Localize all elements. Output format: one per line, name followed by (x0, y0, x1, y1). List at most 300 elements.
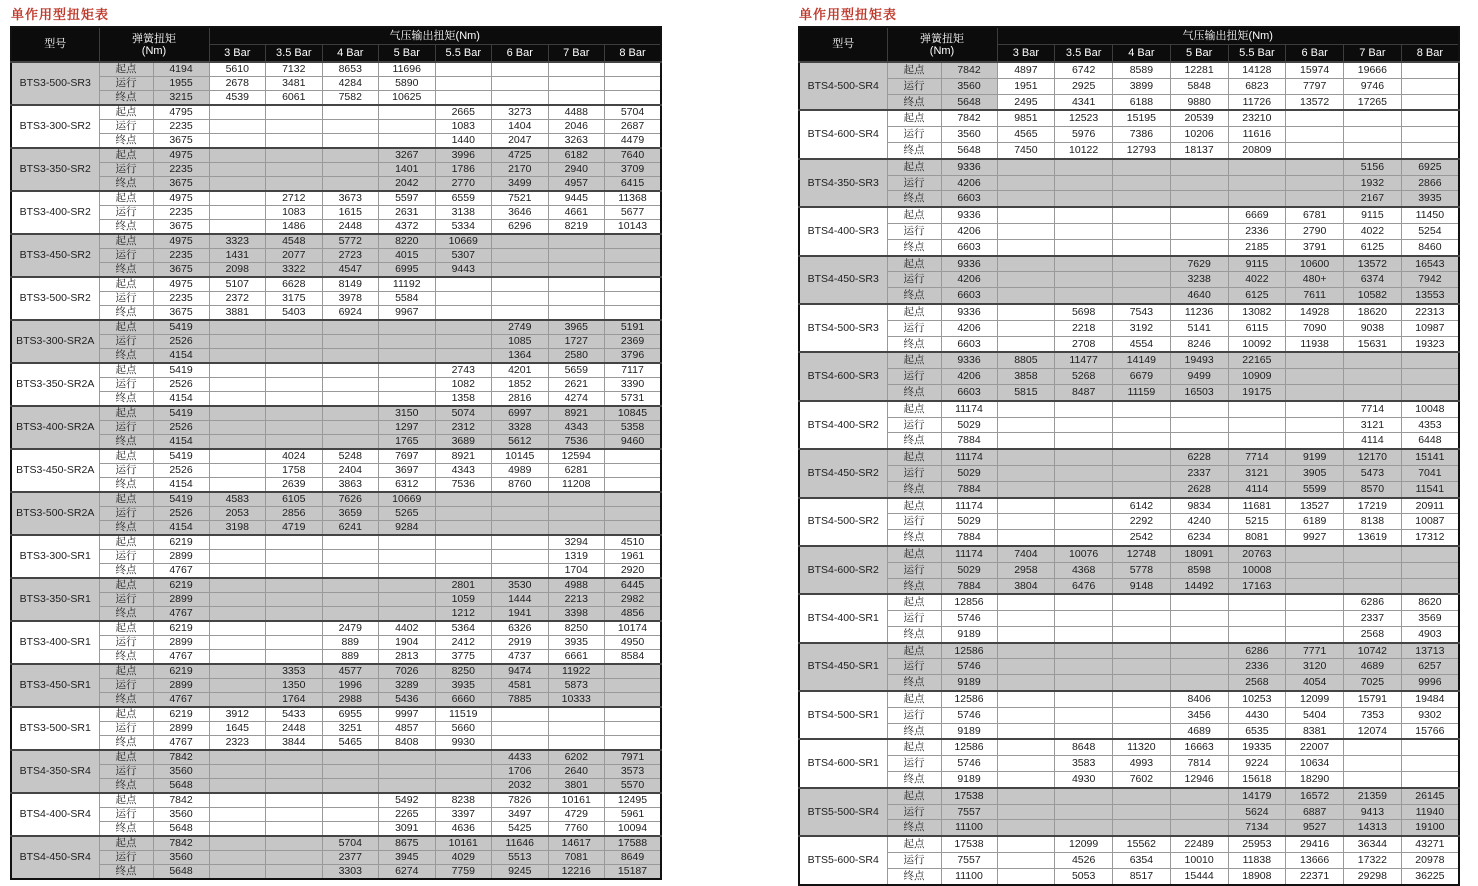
torque-value-cell (548, 91, 605, 106)
torque-value-cell: 15187 (605, 865, 662, 880)
spring-value-cell: 5029 (941, 562, 997, 578)
model-cell: BTS3-300-SR2 (11, 105, 99, 148)
table-row (11, 578, 661, 593)
torque-value-cell: 2218 (1055, 320, 1113, 336)
phase-label-cell: 终点 (99, 736, 153, 751)
torque-value-cell: 3844 (266, 736, 323, 751)
torque-value-cell (266, 363, 323, 378)
torque-value-cell: 19323 (1401, 336, 1459, 352)
torque-value-cell: 14179 (1228, 788, 1286, 804)
torque-value-cell: 2312 (435, 421, 492, 435)
torque-value-cell: 11519 (435, 707, 492, 722)
torque-value-cell: 16543 (1401, 256, 1459, 272)
phase-label-cell: 终点 (99, 220, 153, 235)
torque-value-cell: 10145 (492, 449, 549, 464)
spring-value-cell: 2235 (153, 292, 209, 306)
torque-value-cell (997, 320, 1055, 336)
spring-value-cell: 4767 (153, 736, 209, 751)
torque-value-cell: 6296 (492, 220, 549, 235)
torque-value-cell: 7404 (997, 546, 1055, 562)
torque-value-cell (1055, 626, 1113, 642)
phase-label-cell: 终点 (99, 263, 153, 278)
torque-value-cell (1055, 530, 1113, 546)
torque-value-cell (997, 868, 1055, 884)
torque-value-cell: 9851 (997, 110, 1055, 126)
torque-value-cell (1344, 352, 1402, 368)
torque-value-cell (379, 607, 436, 622)
torque-value-cell: 1082 (435, 378, 492, 392)
torque-value-cell (492, 306, 549, 321)
phase-label-cell: 运行 (887, 853, 941, 869)
torque-value-cell (379, 750, 436, 765)
table-row (799, 546, 1459, 562)
torque-value-cell: 7885 (492, 693, 549, 708)
torque-value-cell: 1645 (209, 722, 266, 736)
torque-value-cell (1344, 384, 1402, 400)
torque-value-cell: 10742 (1344, 643, 1402, 659)
phase-label-cell: 运行 (99, 378, 153, 392)
torque-value-cell: 8246 (1170, 336, 1228, 352)
torque-value-cell: 5215 (1228, 514, 1286, 530)
spring-value-cell: 6219 (153, 621, 209, 636)
torque-value-cell: 3303 (322, 865, 379, 880)
torque-value-cell (1055, 449, 1113, 465)
torque-value-cell: 12748 (1113, 546, 1171, 562)
torque-value-cell (1401, 772, 1459, 788)
phase-label-cell: 终点 (887, 239, 941, 255)
torque-value-cell: 3175 (266, 292, 323, 306)
torque-value-cell: 5704 (605, 105, 662, 120)
torque-value-cell: 7041 (1401, 465, 1459, 481)
torque-value-cell (1286, 142, 1344, 158)
model-cell: BTS3-350-SR2A (11, 363, 99, 406)
torque-value-cell: 9445 (548, 191, 605, 206)
torque-value-cell (322, 335, 379, 349)
torque-value-cell (492, 550, 549, 564)
torque-value-cell: 6887 (1286, 804, 1344, 820)
torque-value-cell: 5141 (1170, 320, 1228, 336)
table-row (11, 306, 661, 321)
spring-value-cell: 9189 (941, 675, 997, 691)
torque-value-cell (322, 378, 379, 392)
table-row (11, 679, 661, 693)
torque-value-cell: 2631 (379, 206, 436, 220)
spring-value-cell: 11100 (941, 868, 997, 884)
torque-value-cell: 2542 (1113, 530, 1171, 546)
torque-value-cell (1344, 110, 1402, 126)
model-cell: BTS4-600-SR2 (799, 546, 887, 594)
torque-value-cell: 4957 (548, 177, 605, 192)
torque-value-cell (1228, 191, 1286, 207)
torque-value-cell: 5961 (605, 808, 662, 822)
phase-label-cell: 起点 (99, 320, 153, 335)
model-cell: BTS4-400-SR4 (11, 793, 99, 836)
torque-value-cell (605, 707, 662, 722)
torque-value-cell: 6448 (1401, 433, 1459, 449)
model-cell: BTS3-350-SR2 (11, 148, 99, 191)
torque-value-cell: 4024 (266, 449, 323, 464)
table-row (11, 765, 661, 779)
spring-value-cell: 6603 (941, 288, 997, 304)
model-cell: BTS4-400-SR1 (799, 594, 887, 642)
torque-value-cell: 4368 (1055, 562, 1113, 578)
torque-value-cell (209, 793, 266, 808)
spring-value-cell: 4975 (153, 191, 209, 206)
torque-value-cell: 3150 (379, 406, 436, 421)
torque-value-cell: 3267 (379, 148, 436, 163)
torque-value-cell: 4729 (548, 808, 605, 822)
torque-value-cell: 5659 (548, 363, 605, 378)
torque-value-cell (1401, 62, 1459, 78)
torque-value-cell: 15631 (1344, 336, 1402, 352)
torque-value-cell: 4402 (379, 621, 436, 636)
model-cell: BTS3-400-SR1 (11, 621, 99, 664)
torque-value-cell: 8238 (435, 793, 492, 808)
torque-value-cell: 18620 (1344, 304, 1402, 320)
table-row (799, 352, 1459, 368)
model-cell: BTS4-350-SR3 (799, 159, 887, 207)
torque-value-cell: 2940 (548, 163, 605, 177)
torque-value-cell: 4539 (209, 91, 266, 106)
torque-value-cell: 6925 (1401, 159, 1459, 175)
torque-value-cell: 1440 (435, 134, 492, 149)
torque-value-cell: 10582 (1344, 288, 1402, 304)
torque-value-cell: 4577 (322, 664, 379, 679)
torque-value-cell: 4479 (605, 134, 662, 149)
torque-value-cell (435, 521, 492, 536)
torque-value-cell: 2687 (605, 120, 662, 134)
phase-label-cell: 起点 (887, 498, 941, 514)
spring-value-cell: 4194 (153, 62, 209, 77)
model-cell: BTS4-400-SR3 (799, 207, 887, 255)
torque-value-cell: 9927 (1286, 530, 1344, 546)
table-row (799, 288, 1459, 304)
torque-value-cell (492, 292, 549, 306)
phase-label-cell: 终点 (887, 433, 941, 449)
torque-value-cell (492, 535, 549, 550)
torque-value-cell (266, 134, 323, 149)
torque-value-cell: 9880 (1170, 94, 1228, 110)
torque-value-cell: 6286 (1228, 643, 1286, 659)
table-row (11, 464, 661, 478)
spring-value-cell: 5029 (941, 465, 997, 481)
torque-value-cell (209, 105, 266, 120)
torque-value-cell: 4284 (322, 77, 379, 91)
torque-value-cell (1055, 820, 1113, 836)
spring-value-cell: 5419 (153, 363, 209, 378)
torque-value-cell (1055, 433, 1113, 449)
torque-value-cell: 3273 (492, 105, 549, 120)
table-row (11, 836, 661, 851)
torque-value-cell: 1706 (492, 765, 549, 779)
torque-value-cell (322, 550, 379, 564)
torque-table-left (10, 26, 662, 880)
torque-value-cell: 9038 (1344, 320, 1402, 336)
phase-label-cell: 运行 (887, 78, 941, 94)
torque-value-cell: 4353 (1401, 417, 1459, 433)
torque-value-cell (435, 765, 492, 779)
torque-value-cell: 1941 (492, 607, 549, 622)
torque-value-cell (209, 163, 266, 177)
torque-value-cell (1055, 288, 1113, 304)
torque-value-cell: 3978 (322, 292, 379, 306)
torque-value-cell: 6061 (266, 91, 323, 106)
torque-value-cell: 10094 (605, 822, 662, 837)
phase-label-cell: 起点 (887, 449, 941, 465)
torque-value-cell (548, 234, 605, 249)
torque-value-cell (997, 449, 1055, 465)
table-row (799, 562, 1459, 578)
spring-value-cell: 2526 (153, 421, 209, 435)
torque-value-cell: 3801 (548, 779, 605, 794)
torque-value-cell (1170, 788, 1228, 804)
spring-value-cell: 5419 (153, 406, 209, 421)
torque-value-cell: 3905 (1286, 465, 1344, 481)
torque-value-cell (997, 707, 1055, 723)
model-cell: BTS4-500-SR2 (799, 498, 887, 546)
torque-value-cell: 7543 (1113, 304, 1171, 320)
torque-value-cell (1286, 611, 1344, 627)
torque-value-cell: 3263 (548, 134, 605, 149)
torque-value-cell: 2292 (1113, 514, 1171, 530)
torque-value-cell: 6445 (605, 578, 662, 593)
torque-value-cell: 2404 (322, 464, 379, 478)
torque-value-cell: 14492 (1170, 578, 1228, 594)
torque-value-cell: 3863 (322, 478, 379, 493)
phase-label-cell: 终点 (99, 306, 153, 321)
torque-value-cell (548, 249, 605, 263)
torque-value-cell: 3138 (435, 206, 492, 220)
torque-value-cell (997, 804, 1055, 820)
torque-value-cell: 3912 (209, 707, 266, 722)
spring-value-cell: 4206 (941, 223, 997, 239)
torque-value-cell: 5403 (266, 306, 323, 321)
phase-label-cell: 起点 (99, 492, 153, 507)
phase-label-cell: 运行 (99, 421, 153, 435)
torque-value-cell (435, 750, 492, 765)
torque-value-cell (997, 739, 1055, 755)
spring-value-cell: 3560 (941, 127, 997, 143)
torque-value-cell (1113, 465, 1171, 481)
torque-value-cell (605, 693, 662, 708)
bar-header-cell: 4 Bar (322, 45, 379, 63)
torque-value-cell (1286, 127, 1344, 143)
torque-value-cell: 6105 (266, 492, 323, 507)
torque-value-cell (1113, 175, 1171, 191)
torque-value-cell: 10333 (548, 693, 605, 708)
table-row (11, 191, 661, 206)
torque-value-cell (1055, 417, 1113, 433)
torque-value-cell (209, 779, 266, 794)
torque-value-cell (548, 77, 605, 91)
torque-value-cell (1113, 481, 1171, 497)
torque-value-cell (209, 621, 266, 636)
torque-value-cell: 8620 (1401, 594, 1459, 610)
torque-value-cell (1113, 659, 1171, 675)
table-row (799, 868, 1459, 884)
spring-value-cell: 12856 (941, 594, 997, 610)
torque-value-cell (1344, 772, 1402, 788)
model-cell: BTS3-500-SR1 (11, 707, 99, 750)
torque-value-cell (1170, 594, 1228, 610)
table-row (799, 611, 1459, 627)
torque-value-cell (605, 234, 662, 249)
torque-value-cell: 5248 (322, 449, 379, 464)
torque-value-cell (1113, 788, 1171, 804)
torque-value-cell: 2167 (1344, 191, 1402, 207)
right-torque-table-container (798, 26, 1460, 886)
torque-value-cell: 22313 (1401, 304, 1459, 320)
model-cell: BTS5-600-SR4 (799, 836, 887, 884)
table-row (11, 406, 661, 421)
torque-value-cell: 2265 (379, 808, 436, 822)
phase-label-cell: 起点 (99, 363, 153, 378)
table-row (799, 643, 1459, 659)
torque-value-cell: 2185 (1228, 239, 1286, 255)
torque-value-cell: 18091 (1170, 546, 1228, 562)
torque-value-cell (605, 277, 662, 292)
torque-value-cell (1055, 659, 1113, 675)
torque-value-cell (1170, 611, 1228, 627)
torque-value-cell: 10008 (1228, 562, 1286, 578)
torque-value-cell: 5731 (605, 392, 662, 407)
torque-value-cell: 6241 (322, 521, 379, 536)
torque-value-cell: 3323 (209, 234, 266, 249)
torque-value-cell (322, 593, 379, 607)
torque-value-cell (605, 249, 662, 263)
spring-value-cell: 3675 (153, 220, 209, 235)
torque-value-cell: 4433 (492, 750, 549, 765)
torque-value-cell: 8406 (1170, 691, 1228, 707)
torque-value-cell: 17588 (605, 836, 662, 851)
torque-value-cell: 7602 (1113, 772, 1171, 788)
phase-label-cell: 起点 (99, 535, 153, 550)
torque-value-cell (209, 478, 266, 493)
torque-value-cell (997, 626, 1055, 642)
torque-value-cell: 43271 (1401, 836, 1459, 852)
spring-value-cell: 7557 (941, 804, 997, 820)
torque-value-cell: 1765 (379, 435, 436, 450)
spring-value-cell: 6219 (153, 707, 209, 722)
torque-value-cell: 3251 (322, 722, 379, 736)
torque-value-cell: 7797 (1286, 78, 1344, 94)
spring-value-cell: 9336 (941, 159, 997, 175)
torque-value-cell: 19493 (1170, 352, 1228, 368)
torque-value-cell: 1786 (435, 163, 492, 177)
table-row (799, 707, 1459, 723)
torque-value-cell (605, 478, 662, 493)
torque-value-cell: 5612 (492, 435, 549, 450)
left-torque-table-container (10, 26, 662, 880)
torque-value-cell (435, 91, 492, 106)
phase-label-cell: 终点 (99, 349, 153, 364)
spring-value-cell: 5648 (941, 142, 997, 158)
spring-value-cell: 2235 (153, 120, 209, 134)
torque-value-cell: 10625 (379, 91, 436, 106)
torque-value-cell: 3481 (266, 77, 323, 91)
spring-value-cell: 6603 (941, 384, 997, 400)
table-row (11, 535, 661, 550)
torque-value-cell (997, 514, 1055, 530)
torque-value-cell: 15195 (1113, 110, 1171, 126)
torque-value-cell (548, 707, 605, 722)
spring-torque-header-cell (99, 27, 209, 62)
torque-value-cell: 3965 (548, 320, 605, 335)
torque-value-cell (605, 722, 662, 736)
phase-label-cell: 终点 (887, 288, 941, 304)
spring-value-cell: 2526 (153, 464, 209, 478)
torque-value-cell (209, 120, 266, 134)
torque-value-cell: 3935 (1401, 191, 1459, 207)
torque-value-cell (322, 406, 379, 421)
torque-value-cell: 11726 (1228, 94, 1286, 110)
phase-label-cell: 终点 (99, 134, 153, 149)
torque-value-cell: 13527 (1286, 498, 1344, 514)
torque-value-cell: 4636 (435, 822, 492, 837)
torque-value-cell (209, 851, 266, 865)
phase-label-cell: 终点 (99, 177, 153, 192)
torque-value-cell: 2920 (605, 564, 662, 579)
torque-value-cell (997, 433, 1055, 449)
phase-label-cell: 终点 (887, 723, 941, 739)
torque-value-cell: 5436 (379, 693, 436, 708)
torque-value-cell (209, 320, 266, 335)
torque-value-cell: 36225 (1401, 868, 1459, 884)
spring-value-cell: 4975 (153, 234, 209, 249)
spring-value-cell: 5029 (941, 514, 997, 530)
table-row (799, 94, 1459, 110)
torque-value-cell: 7386 (1113, 127, 1171, 143)
torque-value-cell: 2377 (322, 851, 379, 865)
torque-value-cell (1228, 401, 1286, 417)
torque-value-cell: 5677 (605, 206, 662, 220)
torque-value-cell (605, 507, 662, 521)
torque-value-cell: 23210 (1228, 110, 1286, 126)
torque-value-cell (379, 578, 436, 593)
torque-value-cell: 5778 (1113, 562, 1171, 578)
torque-value-cell (322, 779, 379, 794)
phase-label-cell: 起点 (99, 578, 153, 593)
torque-value-cell: 10909 (1228, 369, 1286, 385)
torque-value-cell (1401, 127, 1459, 143)
phase-label-cell: 起点 (887, 739, 941, 755)
torque-value-cell (322, 177, 379, 192)
torque-value-cell (605, 449, 662, 464)
torque-value-cell (1113, 594, 1171, 610)
torque-value-cell: 5848 (1170, 78, 1228, 94)
torque-value-cell (209, 650, 266, 665)
phase-label-cell: 起点 (887, 546, 941, 562)
model-cell: BTS3-450-SR1 (11, 664, 99, 707)
torque-value-cell: 2323 (209, 736, 266, 751)
torque-value-cell: 19100 (1401, 820, 1459, 836)
torque-value-cell: 16572 (1286, 788, 1344, 804)
table-row (11, 550, 661, 564)
torque-value-cell: 26145 (1401, 788, 1459, 804)
torque-value-cell: 3689 (435, 435, 492, 450)
torque-value-cell (209, 564, 266, 579)
table-row (11, 206, 661, 220)
torque-value-cell: 8219 (548, 220, 605, 235)
torque-value-cell (492, 277, 549, 292)
table-row (11, 435, 661, 450)
torque-value-cell: 4689 (1344, 659, 1402, 675)
spring-value-cell: 7884 (941, 433, 997, 449)
torque-value-cell (209, 550, 266, 564)
torque-value-cell (997, 159, 1055, 175)
torque-value-cell (1113, 804, 1171, 820)
table-row (799, 465, 1459, 481)
